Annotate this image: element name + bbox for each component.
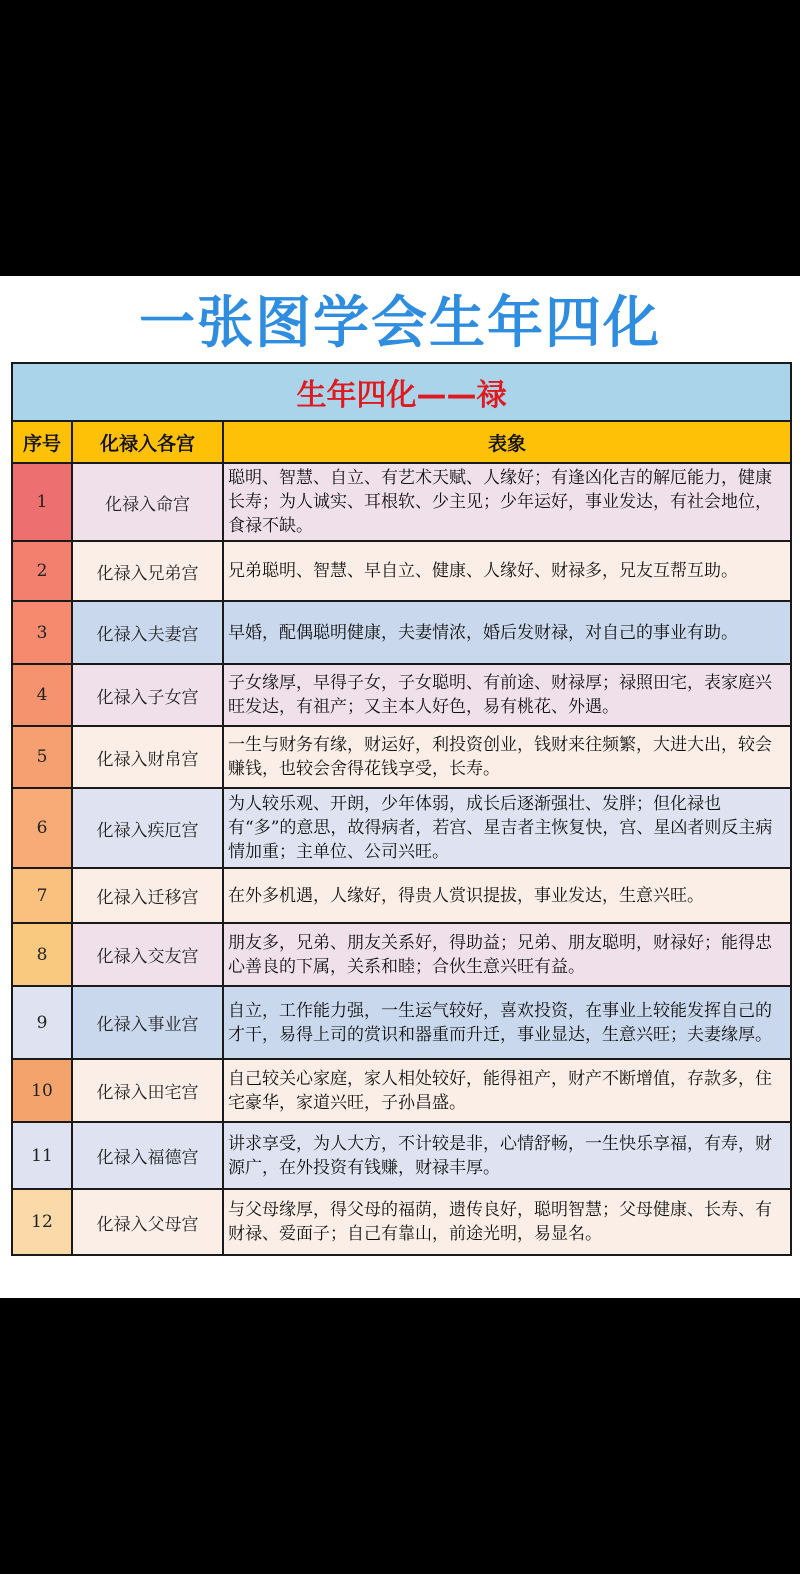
row-description: 在外多机遇，人缘好，得贵人赏识提拔，事业发达，生意兴旺。 [223, 868, 791, 923]
table-caption-row [12, 363, 791, 421]
row-index: 1 [12, 463, 72, 541]
row-palace: 化禄入父母宫 [72, 1189, 223, 1255]
row-description: 为人较乐观、开朗，少年体弱，成长后逐渐强壮、发胖；但化禄也有“多”的意思，故得病者，若宫、星吉者主恢复快，宫、星凶者则反主病情加重；主单位、公司兴旺。 [223, 788, 791, 868]
row-palace: 化禄入福德宫 [72, 1122, 223, 1189]
row-description: 一生与财务有缘，财运好，利投资创业，钱财来往频繁，大进大出，较会赚钱，也较会舍得花钱享受，长寿。 [223, 726, 791, 788]
row-palace: 化禄入事业宫 [72, 986, 223, 1059]
row-index: 7 [12, 868, 72, 923]
row-index: 8 [12, 923, 72, 986]
row-description: 与父母缘厚，得父母的福荫，遗传良好，聪明智慧；父母健康、长寿、有财禄、爱面子；自己有靠山，前途光明，易显名。 [223, 1189, 791, 1255]
row-description: 自立，工作能力强，一生运气较好，喜欢投资，在事业上较能发挥自己的才干，易得上司的赏识和器重而升迁，事业显达，生意兴旺；夫妻缘厚。 [223, 986, 791, 1059]
row-palace: 化禄入子女宫 [72, 664, 223, 726]
row-palace: 化禄入财帛宫 [72, 726, 223, 788]
table-row [12, 601, 791, 664]
row-index: 3 [12, 601, 72, 664]
table-row [12, 463, 791, 541]
row-palace: 化禄入命宫 [72, 463, 223, 541]
table-row [12, 868, 791, 923]
table-row [12, 986, 791, 1059]
row-description: 早婚，配偶聪明健康，夫妻情浓，婚后发财禄，对自己的事业有助。 [223, 601, 791, 664]
table-header-row [12, 421, 791, 463]
content-sheet [0, 276, 800, 1298]
row-description: 朋友多，兄弟、朋友关系好，得助益；兄弟、朋友聪明，财禄好；能得忠心善良的下属，关系和睦；合伙生意兴旺有益。 [223, 923, 791, 986]
table-row [12, 923, 791, 986]
page-title: 一张图学会生年四化 [139, 291, 661, 356]
row-description: 自己较关心家庭，家人相处较好，能得祖产，财产不断增值，存款多，住宅豪华，家道兴旺，子孙昌盛。 [223, 1059, 791, 1122]
table-row [12, 1059, 791, 1122]
table-row [12, 664, 791, 726]
table-caption: 生年四化——禄 [12, 363, 791, 421]
row-index: 4 [12, 664, 72, 726]
column-header-palace: 化禄入各宫 [72, 421, 223, 463]
row-description: 兄弟聪明、智慧、早自立、健康、人缘好、财禄多，兄友互帮互助。 [223, 541, 791, 601]
row-index: 12 [12, 1189, 72, 1255]
row-palace: 化禄入迁移宫 [72, 868, 223, 923]
row-palace: 化禄入田宅宫 [72, 1059, 223, 1122]
row-index: 9 [12, 986, 72, 1059]
row-index: 5 [12, 726, 72, 788]
row-description: 子女缘厚，早得子女，子女聪明、有前途、财禄厚；禄照田宅，表家庭兴旺发达，有祖产；又主本人好色，易有桃花、外遇。 [223, 664, 791, 726]
row-palace: 化禄入疾厄宫 [72, 788, 223, 868]
column-header-index: 序号 [12, 421, 72, 463]
row-palace: 化禄入夫妻宫 [72, 601, 223, 664]
row-index: 11 [12, 1122, 72, 1189]
row-index: 6 [12, 788, 72, 868]
row-palace: 化禄入交友宫 [72, 923, 223, 986]
table-row [12, 1122, 791, 1189]
row-palace: 化禄入兄弟宫 [72, 541, 223, 601]
row-description: 聪明、智慧、自立、有艺术天赋、人缘好；有逢凶化吉的解厄能力，健康长寿；为人诚实、耳根软、少主见；少年运好，事业发达，有社会地位，食禄不缺。 [223, 463, 791, 541]
table-row [12, 1189, 791, 1255]
table-row [12, 726, 791, 788]
data-table [11, 362, 792, 1256]
table-row [12, 541, 791, 601]
column-header-description: 表象 [223, 421, 791, 463]
row-index: 2 [12, 541, 72, 601]
row-description: 讲求享受，为人大方，不计较是非，心情舒畅，一生快乐享福，有寿，财源广，在外投资有钱赚，财禄丰厚。 [223, 1122, 791, 1189]
table-row [12, 788, 791, 868]
row-index: 10 [12, 1059, 72, 1122]
